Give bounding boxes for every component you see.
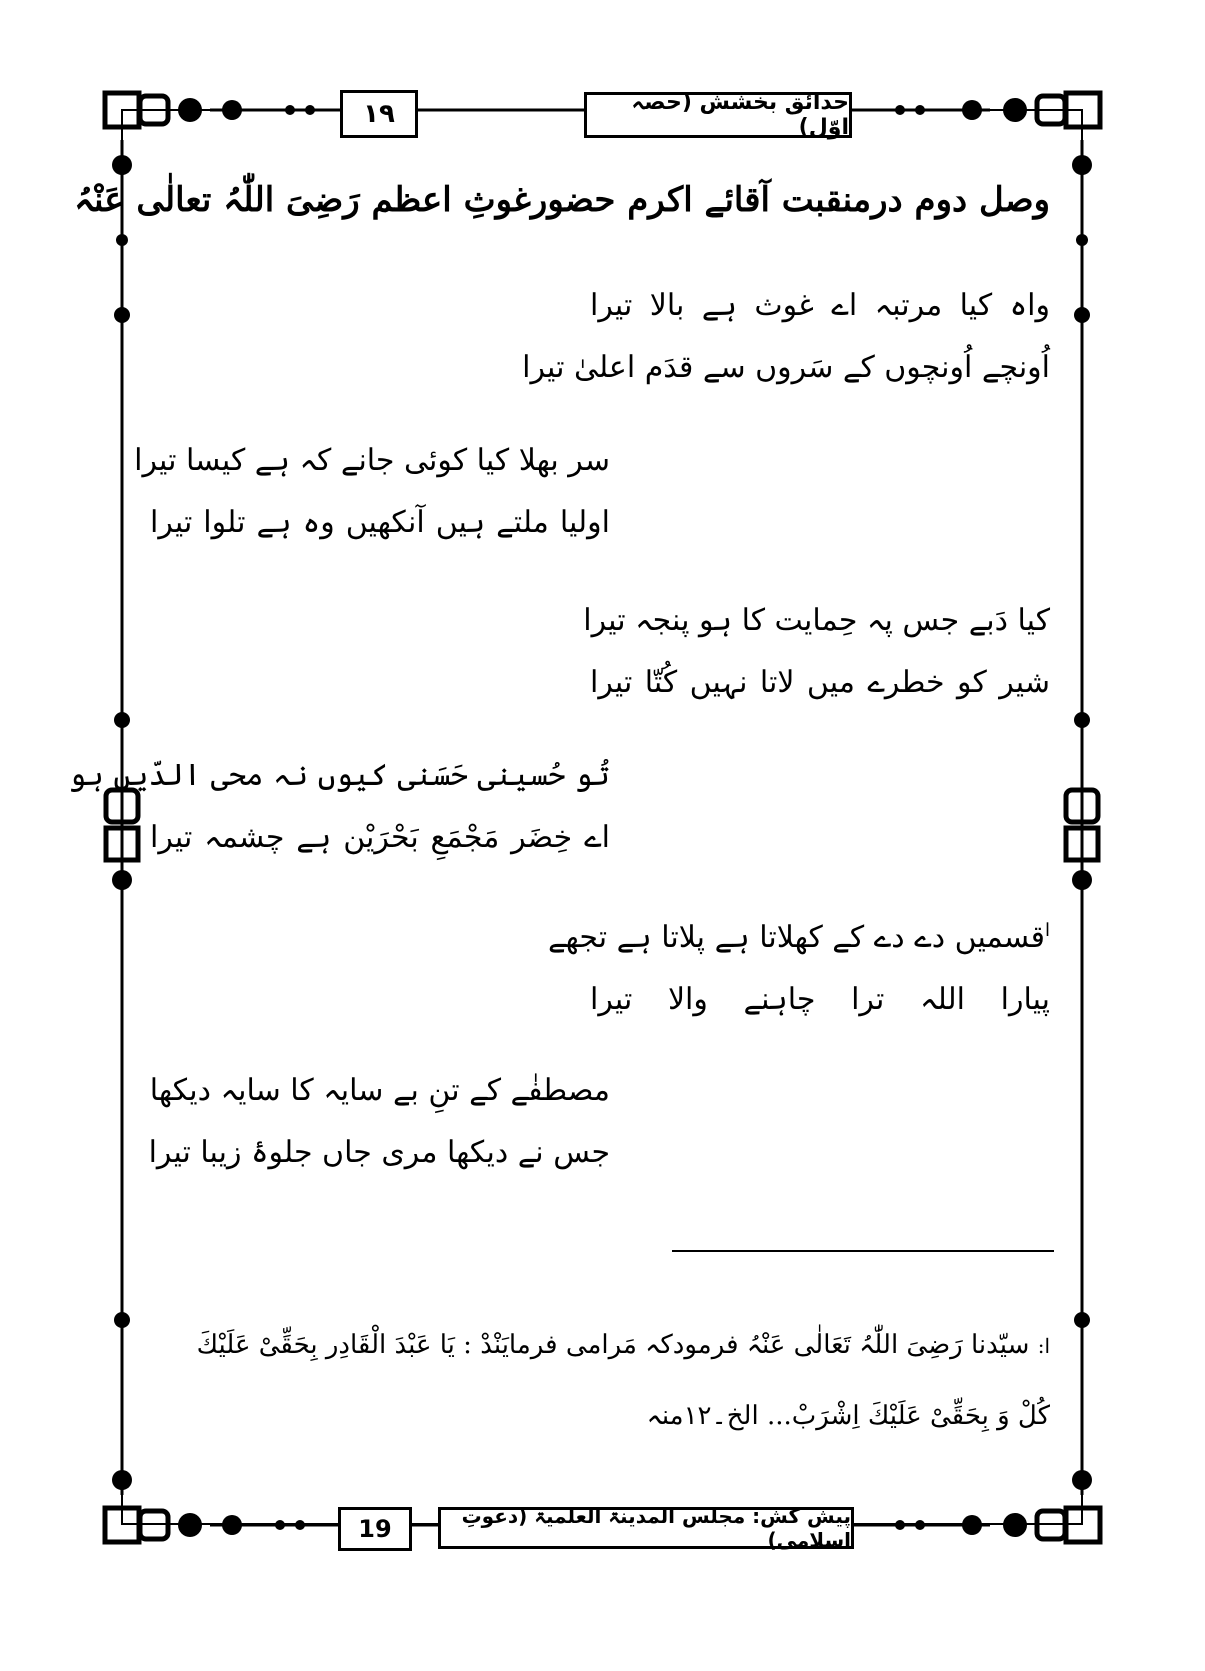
verse-line: اولیا ملتے ہیں آنکھیں وہ ہے تلوا تیرا (150, 505, 610, 540)
footnote-marker: ا: (1037, 1334, 1050, 1358)
verse-line-with-footnote-ref: $^ا$قسمیں دے دے کے کھلاتا ہے پلاتا ہے تجھے (547, 920, 1050, 955)
verse-line: تُو حُسینی حَسَنی کیوں نہ محی الدّیں ہو (68, 758, 610, 793)
stanza-5 (547, 900, 1050, 1031)
stanza-6 (150, 1060, 610, 1184)
verse-line: جس نے دیکھا مری جاں جلوۂ زیبا تیرا (148, 1135, 610, 1170)
page-number-top: ١٩ (340, 90, 418, 138)
verse-line: پیارا اللہ ترا چاہنے والا تیرا (590, 982, 1050, 1017)
stanza-3 (583, 590, 1050, 714)
verse-line: اے خِضَر مَجْمَعِ بَحْرَیْن ہے چشمہ تیرا (150, 820, 610, 855)
right-border-ornament (1066, 140, 1098, 1495)
verse-line: اُونچے اُونچوں کے سَروں سے قدَم اعلیٰ تیرا (522, 350, 1050, 385)
footnote-line: كُلْ وَ بِحَقِّیْ عَلَیْكَ اِشْرَبْ... الخ۔۱۲منہ (646, 1401, 1050, 1431)
footnote-divider (672, 1250, 1054, 1252)
page-number-bottom: 19 (338, 1507, 412, 1551)
verse-line: مصطفٰے کے تنِ بے سایہ کا سایہ دیکھا (149, 1073, 610, 1108)
section-heading: وصل دوم درمنقبت آقائے اکرم حضورغوثِ اعظم رَضِیَ اللّٰہُ تعالٰی عَنْہُ (74, 180, 1050, 220)
stanza-1 (522, 275, 1050, 399)
verse-line: شیر کو خطرے میں لاتا نہیں کُتّا تیرا (590, 665, 1050, 700)
verse-line: کیا دَبے جس پہ حِمایت کا ہو پنجہ تیرا (583, 603, 1050, 638)
book-title: حدائق بخشش (حصہ اوّل) (584, 92, 852, 138)
footnote-line: ا: سیّدنا رَضِیَ اللّٰہُ تَعَالٰی عَنْہُ فرمودکہ مَرامی فرمایَنْدْ : یَا عَبْدَ الْقَادِر بِحَقِّیْ عَلَیْكَ (196, 1330, 1050, 1360)
publisher-credit: پیش کش: مجلس المدینۃ العلمیۃ (دعوتِ اسلامی) (438, 1507, 854, 1549)
footnote-ref: ا (1044, 920, 1050, 941)
verse-line: سر بھلا کیا کوئی جانے کہ ہے کیسا تیرا (134, 443, 610, 478)
stanza-4 (68, 745, 610, 869)
left-border-ornament (106, 140, 138, 1495)
footnote (150, 1310, 1050, 1451)
stanza-2 (134, 430, 610, 554)
verse-line: واہ کیا مرتبہ اے غوث ہے بالا تیرا (590, 288, 1050, 323)
